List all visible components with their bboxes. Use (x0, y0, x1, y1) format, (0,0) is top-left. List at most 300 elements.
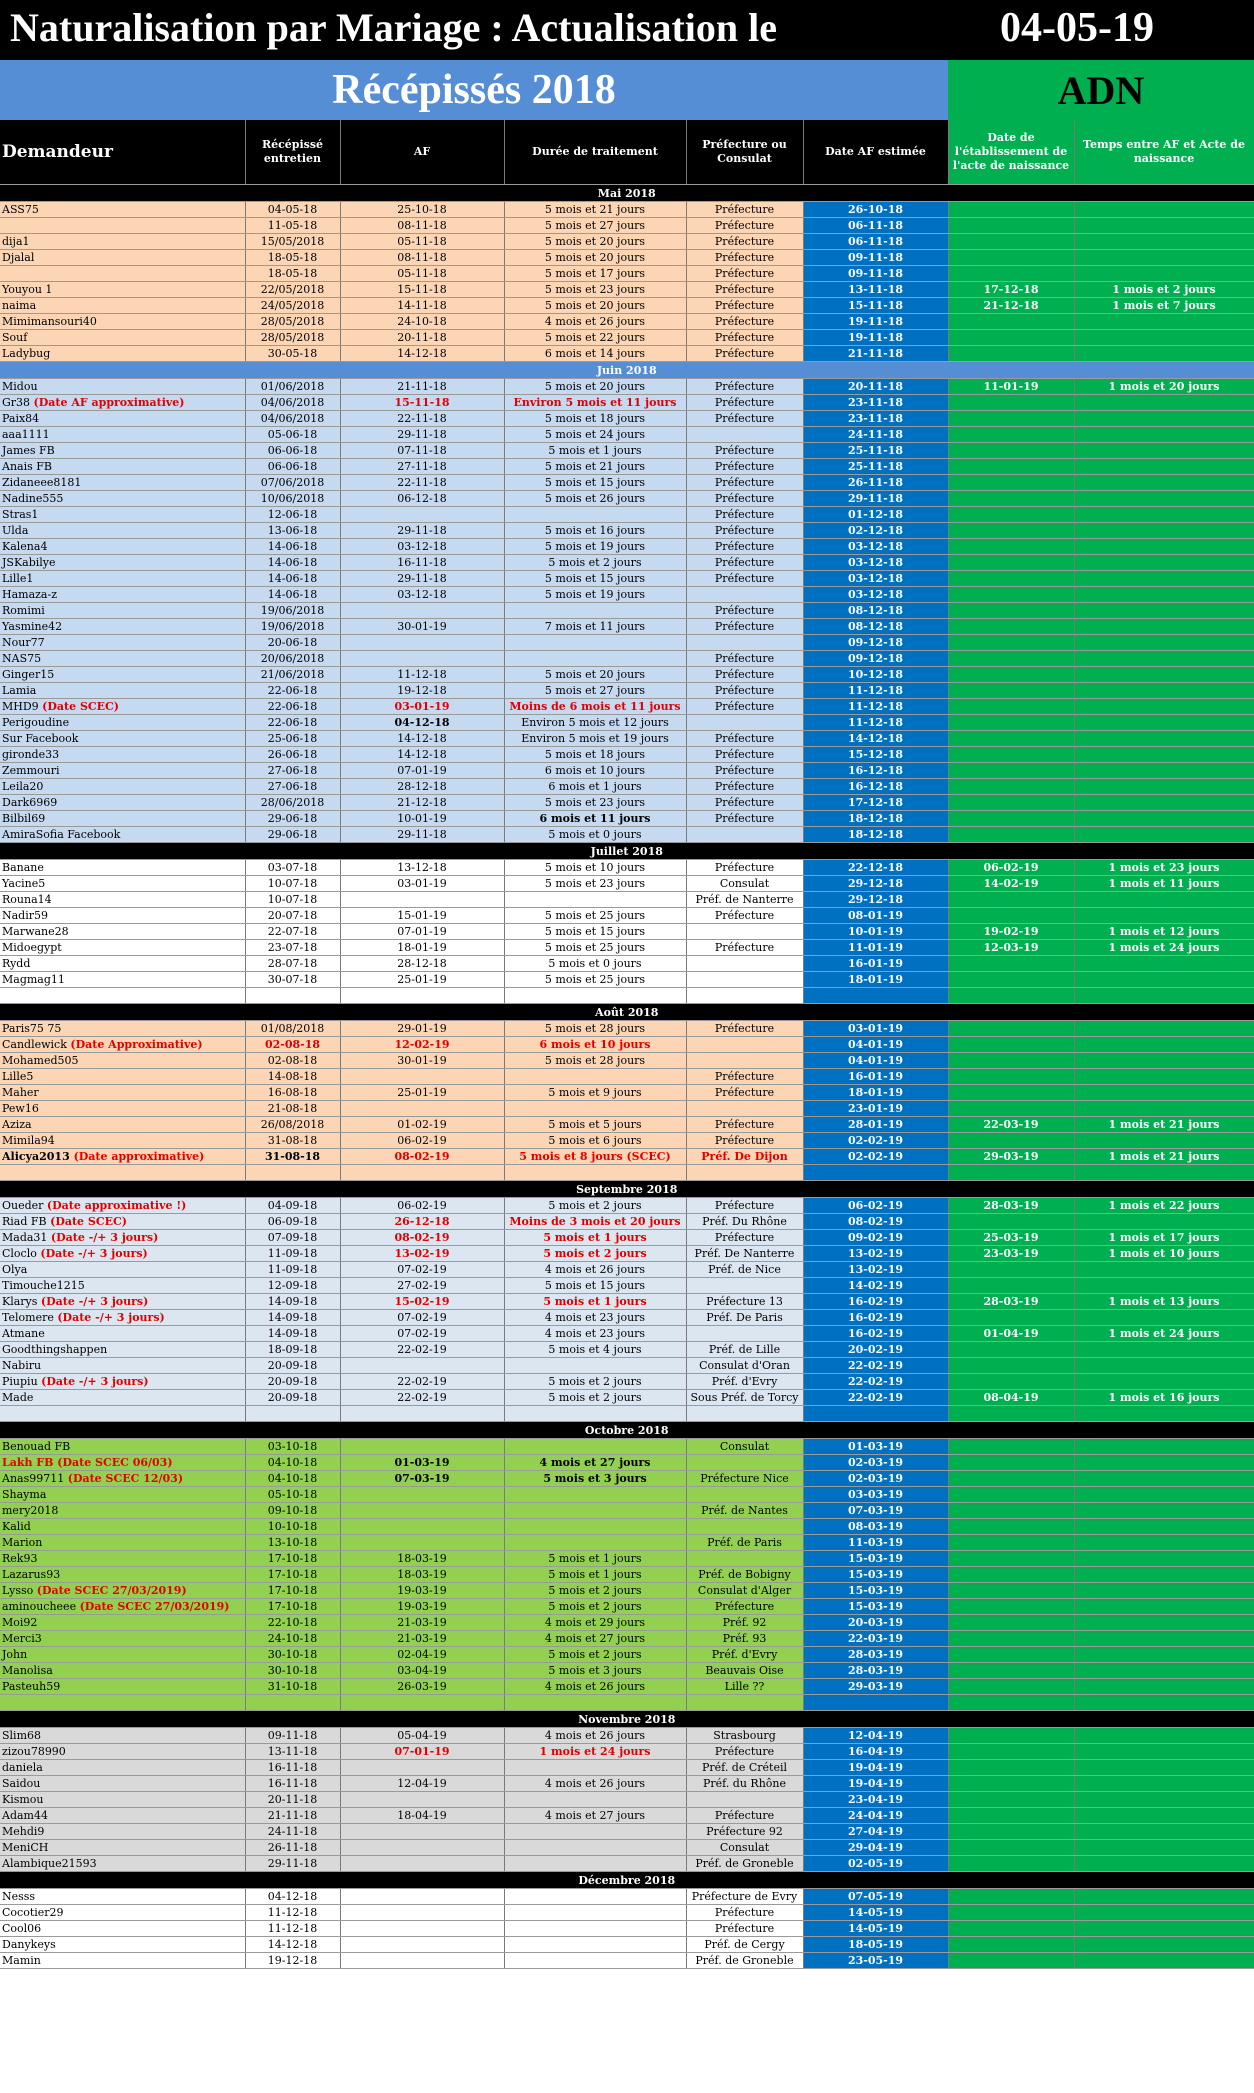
section-header (0, 362, 1254, 379)
cell-duree: 4 mois et 26 jours (504, 1679, 686, 1695)
cell-af (340, 1069, 504, 1085)
cell-demandeur: Timouche1215 (0, 1278, 245, 1294)
table-row (0, 523, 1254, 539)
cell-recepisse: 13-06-18 (245, 523, 340, 539)
table-row (0, 1647, 1254, 1663)
table-row (0, 715, 1254, 731)
demandeur-note: (Date approximative !) (46, 1199, 187, 1212)
cell-duree: 5 mois et 20 jours (504, 667, 686, 683)
cell-duree (504, 1937, 686, 1953)
cell-duree: 1 mois et 24 jours (504, 1744, 686, 1760)
cell-date-af-estimee: 24-11-18 (803, 427, 948, 443)
cell-date-af-estimee: 26-10-18 (803, 202, 948, 218)
cell-prefecture: Préfecture (686, 1133, 803, 1149)
cell-demandeur: Saidou (0, 1776, 245, 1792)
cell-prefecture: Préf. de Paris (686, 1535, 803, 1551)
cell-temps (1074, 1374, 1254, 1390)
cell-date-af-estimee: 22-12-18 (803, 860, 948, 876)
cell-duree (504, 1439, 686, 1455)
cell-af (340, 1905, 504, 1921)
cell-duree: 5 mois et 23 jours (504, 876, 686, 892)
cell-duree: 4 mois et 26 jours (504, 1262, 686, 1278)
cell-temps (1074, 1583, 1254, 1599)
cell-af: 20-11-18 (340, 330, 504, 346)
demandeur-note: (Date -/+ 3 jours) (40, 1247, 148, 1260)
cell-recepisse: 26-11-18 (245, 1840, 340, 1856)
cell-demandeur: Benouad FB (0, 1439, 245, 1455)
cell-prefecture: Préfecture Nice (686, 1471, 803, 1487)
demandeur-note: (Date SCEC 12/03) (67, 1472, 184, 1485)
cell-temps (1074, 1937, 1254, 1953)
cell-date-af-estimee: 26-11-18 (803, 475, 948, 491)
cell-demandeur: naima (0, 298, 245, 314)
cell-temps (1074, 1824, 1254, 1840)
cell-duree: 5 mois et 5 jours (504, 1117, 686, 1133)
cell-duree: 5 mois et 2 jours (504, 1374, 686, 1390)
col-date-acte: Date de l'établissement de l'acte de naissance (948, 120, 1074, 185)
cell-af: 01-03-19 (340, 1455, 504, 1471)
cell-date-acte (948, 1744, 1074, 1760)
cell-temps (1074, 635, 1254, 651)
section-header (0, 1004, 1254, 1021)
cell-date-acte (948, 411, 1074, 427)
cell-temps (1074, 1551, 1254, 1567)
cell-recepisse: 20-06-18 (245, 635, 340, 651)
cell-temps (1074, 1567, 1254, 1583)
cell-prefecture: Préfecture (686, 860, 803, 876)
cell-date-af-estimee: 23-11-18 (803, 411, 948, 427)
cell-recepisse: 17-10-18 (245, 1551, 340, 1567)
table-row (0, 1824, 1254, 1840)
cell-duree: 5 mois et 8 jours (SCEC) (504, 1149, 686, 1165)
cell-af (340, 892, 504, 908)
cell-date-acte (948, 619, 1074, 635)
table-row (0, 1889, 1254, 1905)
cell-recepisse: 04/06/2018 (245, 411, 340, 427)
table-row (0, 250, 1254, 266)
cell-prefecture: Préfecture (686, 1117, 803, 1133)
col-temps-af-acte: Temps entre AF et Acte de naissance (1074, 120, 1254, 185)
cell-prefecture: Préf. Du Rhône (686, 1214, 803, 1230)
cell-af: 14-11-18 (340, 298, 504, 314)
cell-recepisse: 14-09-18 (245, 1326, 340, 1342)
cell-date-af-estimee: 04-01-19 (803, 1037, 948, 1053)
cell-temps: 1 mois et 7 jours (1074, 298, 1254, 314)
cell-date-acte (948, 346, 1074, 362)
demandeur-note: (Date -/+ 3 jours) (40, 1295, 149, 1308)
cell-prefecture: Préfecture (686, 763, 803, 779)
cell-duree: 5 mois et 23 jours (504, 795, 686, 811)
cell-prefecture (686, 827, 803, 843)
cell-prefecture: Préfecture (686, 1808, 803, 1824)
cell-af (340, 1921, 504, 1937)
cell-temps (1074, 1889, 1254, 1905)
cell-af: 14-12-18 (340, 346, 504, 362)
cell-duree (504, 1760, 686, 1776)
table-row (0, 1037, 1254, 1053)
cell-temps (1074, 1776, 1254, 1792)
cell-date-af-estimee: 16-01-19 (803, 1069, 948, 1085)
cell-duree (504, 1824, 686, 1840)
cell-demandeur (0, 218, 245, 234)
cell-recepisse: 06-06-18 (245, 459, 340, 475)
cell-date-acte (948, 555, 1074, 571)
cell-recepisse: 16-11-18 (245, 1760, 340, 1776)
cell-recepisse: 11-05-18 (245, 218, 340, 234)
table-row (0, 956, 1254, 972)
cell-date-af-estimee: 19-04-19 (803, 1760, 948, 1776)
cell-date-af-estimee: 15-03-19 (803, 1583, 948, 1599)
cell-temps (1074, 555, 1254, 571)
cell-duree (504, 1358, 686, 1374)
cell-date-acte (948, 1133, 1074, 1149)
cell-recepisse: 10-10-18 (245, 1519, 340, 1535)
section-title: Juillet 2018 (0, 843, 1254, 860)
cell-temps (1074, 1037, 1254, 1053)
cell-demandeur: Nesss (0, 1889, 245, 1905)
cell-temps (1074, 1599, 1254, 1615)
table-row (0, 940, 1254, 956)
cell-recepisse: 25-06-18 (245, 731, 340, 747)
table-row (0, 1390, 1254, 1406)
cell-prefecture: Consulat (686, 876, 803, 892)
cell-date-acte (948, 395, 1074, 411)
cell-temps (1074, 459, 1254, 475)
demandeur-name: Candlewick (2, 1038, 71, 1051)
cell-date-acte (948, 715, 1074, 731)
table-row (0, 1069, 1254, 1085)
cell-demandeur: Cool06 (0, 1921, 245, 1937)
cell-date-af-estimee: 22-03-19 (803, 1631, 948, 1647)
cell-af (340, 1439, 504, 1455)
cell-date-af-estimee: 16-01-19 (803, 956, 948, 972)
cell-temps (1074, 587, 1254, 603)
cell-af: 15-11-18 (340, 395, 504, 411)
cell-demandeur: Hamaza-z (0, 587, 245, 603)
cell-duree (504, 1792, 686, 1808)
table-row (0, 924, 1254, 940)
cell-date-af-estimee: 10-12-18 (803, 667, 948, 683)
cell-demandeur: Kalid (0, 1519, 245, 1535)
cell-temps (1074, 779, 1254, 795)
cell-prefecture (686, 635, 803, 651)
cell-date-acte (948, 571, 1074, 587)
cell-temps (1074, 346, 1254, 362)
cell-demandeur: Mohamed505 (0, 1053, 245, 1069)
table-row (0, 346, 1254, 362)
table-row (0, 507, 1254, 523)
cell-date-af-estimee: 13-02-19 (803, 1262, 948, 1278)
cell-temps (1074, 539, 1254, 555)
cell-date-af-estimee: 15-03-19 (803, 1599, 948, 1615)
cell-date-af-estimee (803, 1406, 948, 1422)
cell-date-acte (948, 827, 1074, 843)
cell-date-acte (948, 1856, 1074, 1872)
cell-recepisse: 04-12-18 (245, 1889, 340, 1905)
cell-demandeur: Lille5 (0, 1069, 245, 1085)
cell-prefecture: Préf. 92 (686, 1615, 803, 1631)
cell-prefecture: Préfecture (686, 779, 803, 795)
cell-temps (1074, 795, 1254, 811)
cell-temps (1074, 411, 1254, 427)
cell-duree (504, 1503, 686, 1519)
cell-temps (1074, 811, 1254, 827)
cell-demandeur: dija1 (0, 234, 245, 250)
cell-af: 21-12-18 (340, 795, 504, 811)
cell-prefecture (686, 587, 803, 603)
cell-demandeur: Atmane (0, 1326, 245, 1342)
cell-duree: 5 mois et 1 jours (504, 443, 686, 459)
cell-af: 15-01-19 (340, 908, 504, 924)
section-header (0, 1711, 1254, 1728)
cell-demandeur: NAS75 (0, 651, 245, 667)
table-row (0, 234, 1254, 250)
cell-temps (1074, 747, 1254, 763)
cell-date-acte (948, 1599, 1074, 1615)
table-row (0, 1198, 1254, 1214)
cell-af: 07-03-19 (340, 1471, 504, 1487)
cell-prefecture: Consulat (686, 1439, 803, 1455)
cell-date-acte (948, 1278, 1074, 1294)
cell-af: 19-03-19 (340, 1599, 504, 1615)
cell-duree: 5 mois et 16 jours (504, 523, 686, 539)
cell-date-af-estimee: 08-03-19 (803, 1519, 948, 1535)
cell-prefecture: Préfecture (686, 795, 803, 811)
cell-date-af-estimee: 23-04-19 (803, 1792, 948, 1808)
cell-demandeur: Rydd (0, 956, 245, 972)
demandeur-note: (Date -/+ 3 jours) (50, 1231, 159, 1244)
cell-recepisse: 30-10-18 (245, 1647, 340, 1663)
cell-af: 03-12-18 (340, 539, 504, 555)
cell-date-af-estimee: 29-11-18 (803, 491, 948, 507)
cell-temps (1074, 1760, 1254, 1776)
cell-date-acte (948, 1631, 1074, 1647)
cell-demandeur: Manolisa (0, 1663, 245, 1679)
cell-recepisse (245, 988, 340, 1004)
cell-demandeur: Nabiru (0, 1358, 245, 1374)
cell-prefecture: Préf. de Lille (686, 1342, 803, 1358)
cell-date-acte: 28-03-19 (948, 1198, 1074, 1214)
cell-date-af-estimee: 03-01-19 (803, 1021, 948, 1037)
section-header (0, 1422, 1254, 1439)
cell-date-acte (948, 1439, 1074, 1455)
cell-prefecture: Préfecture (686, 731, 803, 747)
cell-date-af-estimee: 03-12-18 (803, 555, 948, 571)
demandeur-name: Alicya2013 (2, 1150, 74, 1163)
cell-af: 14-12-18 (340, 731, 504, 747)
cell-date-af-estimee: 06-11-18 (803, 234, 948, 250)
table-row (0, 1792, 1254, 1808)
table-row (0, 1358, 1254, 1374)
cell-af: 21-03-19 (340, 1615, 504, 1631)
cell-demandeur: Adam44 (0, 1808, 245, 1824)
cell-recepisse: 16-08-18 (245, 1085, 340, 1101)
cell-af: 06-12-18 (340, 491, 504, 507)
cell-recepisse: 18-05-18 (245, 266, 340, 282)
cell-demandeur: Rek93 (0, 1551, 245, 1567)
cell-date-af-estimee: 04-01-19 (803, 1053, 948, 1069)
demandeur-note: (Date -/+ 3 jours) (57, 1311, 165, 1324)
cell-date-acte (948, 1535, 1074, 1551)
cell-date-acte (948, 218, 1074, 234)
cell-recepisse: 02-08-18 (245, 1053, 340, 1069)
cell-af: 11-12-18 (340, 667, 504, 683)
cell-date-acte (948, 1567, 1074, 1583)
cell-prefecture: Préfecture (686, 1599, 803, 1615)
cell-demandeur: Slim68 (0, 1728, 245, 1744)
cell-demandeur: Zemmouri (0, 763, 245, 779)
cell-recepisse: 22-06-18 (245, 683, 340, 699)
cell-date-acte (948, 763, 1074, 779)
cell-temps (1074, 1053, 1254, 1069)
cell-date-af-estimee: 20-02-19 (803, 1342, 948, 1358)
cell-temps (1074, 1406, 1254, 1422)
cell-date-acte: 06-02-19 (948, 860, 1074, 876)
table-row (0, 860, 1254, 876)
cell-temps (1074, 1358, 1254, 1374)
cell-recepisse: 30-07-18 (245, 972, 340, 988)
table-row (0, 571, 1254, 587)
cell-duree: 5 mois et 2 jours (504, 1198, 686, 1214)
cell-date-af-estimee: 16-02-19 (803, 1310, 948, 1326)
cell-demandeur: Goodthingshappen (0, 1342, 245, 1358)
demandeur-note: (Date Approximative) (70, 1038, 203, 1051)
cell-date-acte (948, 1101, 1074, 1117)
cell-date-af-estimee: 15-03-19 (803, 1551, 948, 1567)
cell-temps (1074, 1310, 1254, 1326)
cell-prefecture: Préf. De Paris (686, 1310, 803, 1326)
cell-date-acte (948, 1776, 1074, 1792)
cell-date-af-estimee: 11-12-18 (803, 699, 948, 715)
cell-demandeur: Midoegypt (0, 940, 245, 956)
cell-duree: 7 mois et 11 jours (504, 619, 686, 635)
cell-date-acte (948, 972, 1074, 988)
cell-temps (1074, 523, 1254, 539)
cell-af: 07-01-19 (340, 1744, 504, 1760)
cell-duree (504, 651, 686, 667)
cell-temps (1074, 715, 1254, 731)
cell-duree: Environ 5 mois et 19 jours (504, 731, 686, 747)
cell-duree (504, 1695, 686, 1711)
cell-recepisse: 04-10-18 (245, 1455, 340, 1471)
cell-prefecture: Beauvais Oise (686, 1663, 803, 1679)
cell-date-af-estimee (803, 988, 948, 1004)
table-row (0, 1856, 1254, 1872)
cell-date-af-estimee: 03-12-18 (803, 571, 948, 587)
cell-duree: Moins de 3 mois et 20 jours (504, 1214, 686, 1230)
cell-date-acte (948, 1647, 1074, 1663)
cell-demandeur (0, 1599, 245, 1615)
cell-af: 07-02-19 (340, 1262, 504, 1278)
cell-af (340, 1953, 504, 1969)
cell-duree (504, 892, 686, 908)
cell-demandeur: Rouna14 (0, 892, 245, 908)
section-title: Août 2018 (0, 1004, 1254, 1021)
cell-date-af-estimee: 25-11-18 (803, 443, 948, 459)
cell-temps (1074, 1342, 1254, 1358)
cell-af: 18-03-19 (340, 1567, 504, 1583)
cell-prefecture: Préfecture (686, 699, 803, 715)
table-row (0, 1728, 1254, 1744)
cell-date-acte (948, 202, 1074, 218)
cell-recepisse: 22-06-18 (245, 715, 340, 731)
cell-recepisse: 12-09-18 (245, 1278, 340, 1294)
cell-date-acte (948, 539, 1074, 555)
cell-duree: 5 mois et 28 jours (504, 1021, 686, 1037)
cell-prefecture: Préfecture (686, 539, 803, 555)
cell-date-af-estimee: 23-11-18 (803, 395, 948, 411)
cell-demandeur: Lille1 (0, 571, 245, 587)
cell-temps (1074, 1679, 1254, 1695)
cell-duree: 5 mois et 15 jours (504, 475, 686, 491)
cell-date-af-estimee: 17-12-18 (803, 795, 948, 811)
cell-date-acte: 12-03-19 (948, 940, 1074, 956)
cell-temps: 1 mois et 12 jours (1074, 924, 1254, 940)
cell-date-acte (948, 635, 1074, 651)
cell-recepisse: 14-06-18 (245, 571, 340, 587)
cell-duree: 5 mois et 15 jours (504, 571, 686, 587)
cell-date-af-estimee: 02-05-19 (803, 1856, 948, 1872)
cell-duree (504, 1921, 686, 1937)
cell-temps (1074, 395, 1254, 411)
table-row (0, 731, 1254, 747)
cell-temps: 1 mois et 10 jours (1074, 1246, 1254, 1262)
cell-date-af-estimee: 29-04-19 (803, 1840, 948, 1856)
cell-recepisse: 28/05/2018 (245, 314, 340, 330)
cell-date-acte (948, 330, 1074, 346)
cell-temps (1074, 1728, 1254, 1744)
table-row (0, 314, 1254, 330)
cell-recepisse: 22-10-18 (245, 1615, 340, 1631)
table-row (0, 1455, 1254, 1471)
cell-af: 16-11-18 (340, 555, 504, 571)
cell-date-af-estimee: 09-12-18 (803, 651, 948, 667)
cell-af: 02-04-19 (340, 1647, 504, 1663)
cell-temps (1074, 202, 1254, 218)
cell-recepisse: 12-06-18 (245, 507, 340, 523)
table-row (0, 1326, 1254, 1342)
cell-date-acte (948, 1728, 1074, 1744)
cell-prefecture: Préfecture (686, 379, 803, 395)
cell-temps: 1 mois et 11 jours (1074, 876, 1254, 892)
cell-prefecture (686, 924, 803, 940)
cell-af: 05-04-19 (340, 1728, 504, 1744)
cell-date-acte (948, 1165, 1074, 1181)
table-row (0, 1471, 1254, 1487)
top-banner (0, 0, 1254, 60)
cell-temps (1074, 1808, 1254, 1824)
cell-duree (504, 1535, 686, 1551)
cell-temps (1074, 1535, 1254, 1551)
cell-date-acte (948, 1487, 1074, 1503)
cell-prefecture: Préfecture (686, 507, 803, 523)
cell-recepisse: 29-06-18 (245, 827, 340, 843)
cell-duree (504, 1889, 686, 1905)
table-row (0, 892, 1254, 908)
cell-temps (1074, 1101, 1254, 1117)
cell-recepisse: 22/05/2018 (245, 282, 340, 298)
cell-prefecture: Préf. de Créteil (686, 1760, 803, 1776)
cell-recepisse: 05-06-18 (245, 427, 340, 443)
cell-date-acte (948, 1342, 1074, 1358)
cell-prefecture: Préfecture (686, 330, 803, 346)
cell-duree: 6 mois et 10 jours (504, 1037, 686, 1053)
cell-duree (504, 635, 686, 651)
cell-temps (1074, 651, 1254, 667)
cell-demandeur (0, 1246, 245, 1262)
demandeur-name: Gr38 (2, 396, 34, 409)
cell-af (340, 507, 504, 523)
